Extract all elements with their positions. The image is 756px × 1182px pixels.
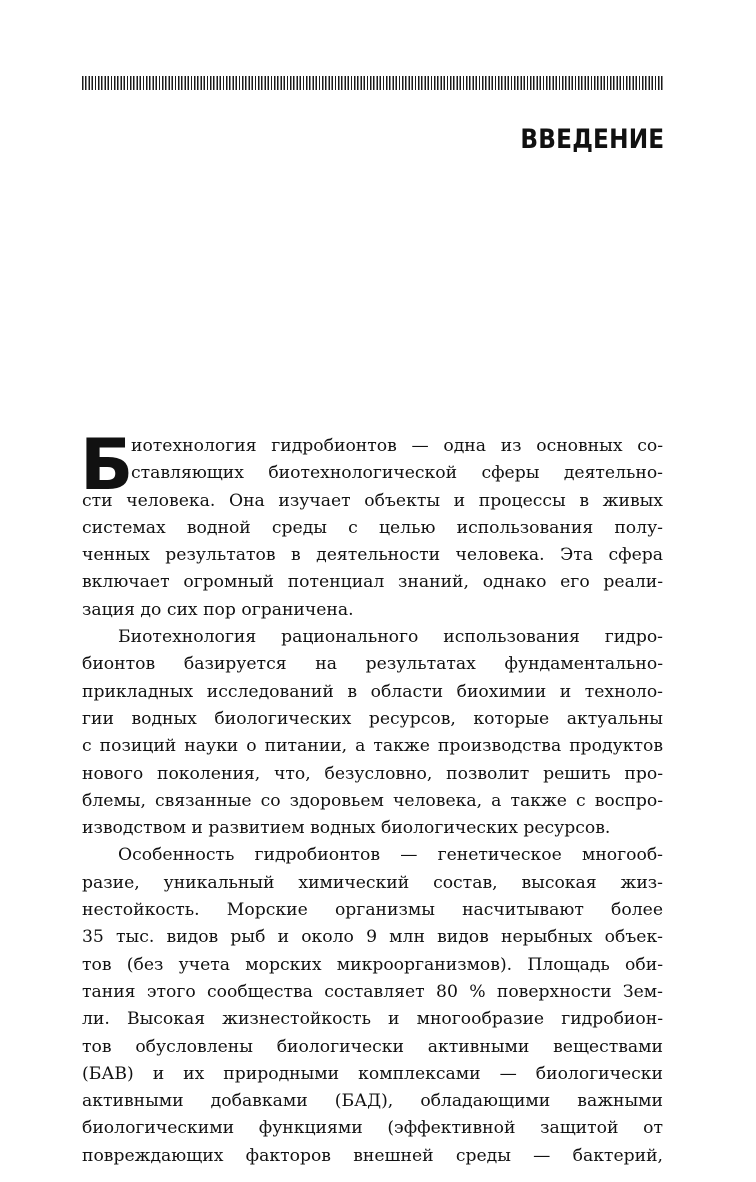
paragraph-1 (80, 424, 663, 624)
text-line: блемы, связанные со здоровьем человека, а также с воспро- (82, 790, 663, 811)
text-line: бионтов базируется на результатах фундаментально- (82, 654, 663, 675)
text-line: прикладных исследований в области биохимии и техноло- (82, 681, 663, 702)
text-line: гии водных биологических ресурсов, которые актуальны (82, 708, 663, 729)
text-line: ставляющих биотехнологической сферы деятельно- (131, 463, 663, 484)
text-line: ли. Высокая жизнестойкость и многообразие гидробион- (82, 1009, 663, 1030)
text-line: Особенность гидробионтов — генетическое многооб- (118, 845, 663, 866)
text-line: иотехнология гидробионтов — одна из основных со- (131, 436, 663, 456)
text-line: биологическими функциями (эффективной защитой от (82, 1118, 663, 1139)
text-line: ченных результатов в деятельности человека. Эта сфера (82, 545, 663, 566)
text-line: активными добавками (БАД), обладающими важными (82, 1091, 663, 1112)
text-line: нестойкость. Морские организмы насчитывают более (82, 900, 663, 921)
text-line: зация до сих пор ограничена. (82, 599, 354, 620)
text-line: изводством и развитием водных биологических ресурсов. (82, 818, 611, 839)
text-line: с позиций науки о питании, а также производства продуктов (82, 736, 663, 757)
text-line: нового поколения, что, безусловно, позволит решить про- (82, 763, 663, 784)
text-line: включает огромный потенциал знаний, однако его реали- (82, 572, 663, 593)
text-line: системах водной среды с целью использования полу- (82, 517, 663, 538)
text-line: тания этого сообщества составляет 80 % поверхности Зем- (82, 981, 663, 1002)
body-text (80, 424, 663, 1170)
text-line: 35 тыс. видов рыб и около 9 млн видов нерыбных объек- (82, 927, 663, 948)
decorative-rule (82, 76, 663, 90)
paragraph-3 (82, 842, 663, 1170)
paragraph-2 (82, 624, 663, 842)
text-line: сти человека. Она изучает объекты и процессы в живых (82, 490, 663, 511)
text-line: разие, уникальный химический состав, высокая жиз- (82, 872, 663, 893)
text-line: повреждающих факторов внешней среды — бактерий, (82, 1145, 663, 1166)
drop-cap: Б (80, 424, 134, 506)
chapter-heading: ВВЕДЕНИЕ (520, 124, 664, 155)
text-line: Биотехнология рационального использования гидро- (118, 627, 663, 648)
text-line: тов обусловлены биологически активными веществами (82, 1036, 663, 1057)
text-line: тов (без учета морских микроорганизмов). Площадь оби- (82, 954, 663, 975)
text-line: (БАВ) и их природными комплексами — биологически (82, 1063, 663, 1084)
